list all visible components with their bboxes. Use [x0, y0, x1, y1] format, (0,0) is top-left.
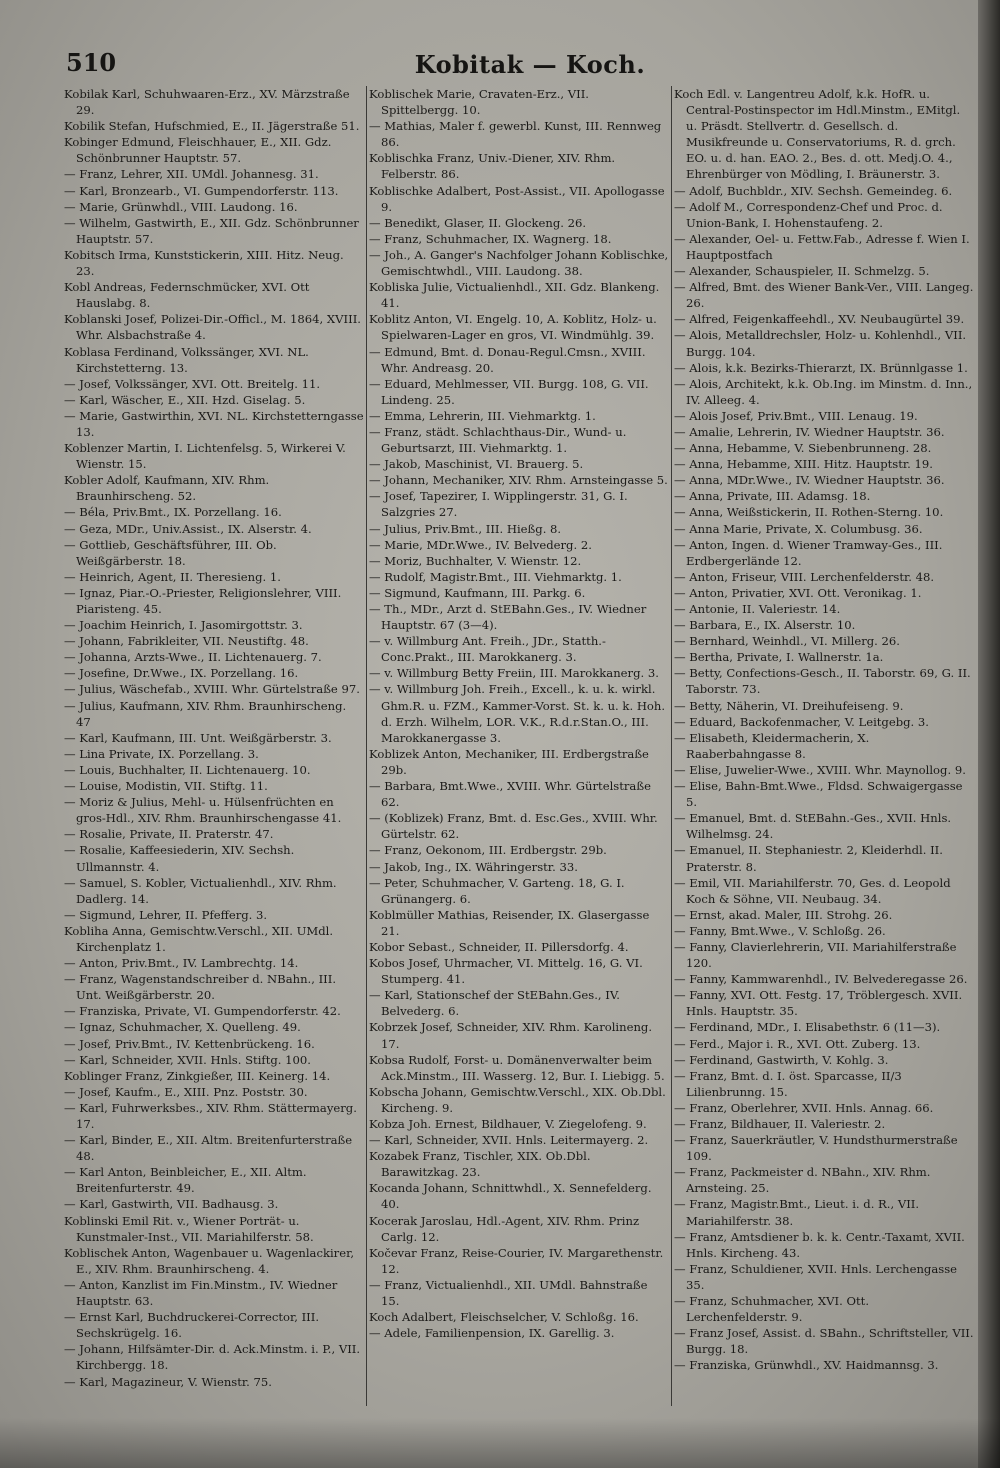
directory-column-3	[674, 86, 974, 1374]
directory-entry: Kobliha Anna, Gemischtw.Verschl., XII. UMdl. Kirchenplatz 1.	[64, 923, 334, 954]
directory-entry: Kobsa Rudolf, Forst- u. Domänenverwalter beim Ack.Minstm., III. Wasserg. 12, Bur. I. Liebigg. 5.	[369, 1052, 665, 1083]
directory-entry: — Th., MDr., Arzt d. StEBahn.Ges., IV. Wiedner Hauptstr. 67 (3—4).	[369, 602, 647, 633]
directory-entry: Kobscha Johann, Gemischtw.Verschl., XIX. Ob.Dbl. Kircheng. 9.	[369, 1084, 666, 1115]
directory-entry: Kobilak Karl, Schuhwaaren-Erz., XV. Märzstraße 29.	[64, 87, 350, 118]
directory-entry: — Bertha, Private, I. Wallnerstr. 1a.	[674, 650, 884, 665]
directory-entry: — Ferd., Major i. R., XVI. Ott. Zuberg. 13.	[674, 1036, 921, 1051]
directory-entry: — Adolf M., Correspondenz-Chef und Proc. d. Union-Bank, I. Hohenstaufeng. 2.	[674, 199, 943, 230]
directory-entry: Koblischek Anton, Wagenbauer u. Wagenlackirer, E., XIV. Rhm. Braunhirscheng. 4.	[64, 1245, 355, 1276]
directory-entry: — Barbara, Bmt.Wwe., XVIII. Whr. Gürtelstraße 62.	[369, 779, 651, 810]
directory-entry: — Julius, Wäschefab., XVIII. Whr. Gürtelstraße 97.	[64, 682, 360, 697]
directory-entry: — Anna, Weißstickerin, II. Rothen-Sterng. 10.	[674, 505, 944, 520]
directory-entry: — Ferdinand, Gastwirth, V. Kohlg. 3.	[674, 1052, 889, 1067]
directory-entry: — Karl Anton, Beinbleicher, E., XII. Altm. Breitenfurterstr. 49.	[64, 1165, 307, 1196]
directory-entry: — Heinrich, Agent, II. Theresieng. 1.	[64, 569, 281, 584]
directory-entry: — Franz, Bildhauer, II. Valeriestr. 2.	[674, 1117, 886, 1131]
directory-entry: Kočevar Franz, Reise-Courier, IV. Margarethenstr. 12.	[369, 1245, 664, 1276]
directory-entry: Koblanski Josef, Polizei-Dir.-Officl., M. 1864, XVIII. Whr. Alsbachstraße 4.	[64, 312, 361, 343]
directory-entry: — Franziska, Private, VI. Gumpendorferstr. 42.	[64, 1004, 341, 1019]
directory-entry: — Edmund, Bmt. d. Donau-Regul.Cmsn., XVIII. Whr. Andreasg. 20.	[369, 344, 646, 375]
directory-entry: Kobl Andreas, Federnschmücker, XVI. Ott Hauslabg. 8.	[64, 280, 310, 311]
directory-entry: Kobor Sebast., Schneider, II. Pillersdorfg. 4.	[369, 939, 629, 954]
directory-entry: — Alois Josef, Priv.Bmt., VIII. Lenaug. 19.	[674, 408, 918, 423]
directory-entry: — Franz, Magistr.Bmt., Lieut. i. d. R., VII. Mariahilferstr. 38.	[674, 1197, 920, 1228]
directory-entry: — Antonie, II. Valeriestr. 14.	[674, 602, 841, 616]
directory-entry: — Karl, Bronzearb., VI. Gumpendorferstr. 113.	[64, 183, 339, 198]
directory-entry: — Elise, Juwelier-Wwe., XVIII. Whr. Maynollog. 9.	[674, 762, 966, 777]
directory-entry: — Anna Marie, Private, X. Columbusg. 36.	[674, 521, 923, 536]
directory-entry: Koblischka Franz, Univ.-Diener, XIV. Rhm. Felberstr. 86.	[369, 151, 616, 182]
directory-entry: — Anton, Friseur, VIII. Lerchenfelderstr. 48.	[674, 569, 935, 584]
directory-entry: — Moriz & Julius, Mehl- u. Hülsenfrüchten en gros-Hdl., XIV. Rhm. Braunhirschengasse 41.	[64, 795, 342, 826]
directory-entry: — (Koblizek) Franz, Bmt. d. Esc.Ges., XVIII. Whr. Gürtelstr. 62.	[369, 811, 658, 842]
directory-entry: — Joachim Heinrich, I. Jasomirgottstr. 3.	[64, 618, 303, 633]
directory-entry: — Ernst, akad. Maler, III. Strohg. 26.	[674, 907, 893, 922]
directory-entry: — Alfred, Feigenkaffeehdl., XV. Neubaugürtel 39.	[674, 312, 965, 327]
directory-entry: — Franz, Victualienhdl., XII. UMdl. Bahnstraße 15.	[369, 1277, 648, 1309]
directory-entry: Koblischek Marie, Cravaten-Erz., VII. Spittelbergg. 10.	[369, 87, 589, 118]
directory-entry: Kobilik Stefan, Hufschmied, E., II. Jägerstraße 51.	[64, 119, 360, 134]
directory-entry: — Franz, Wagenstandschreiber d. NBahn., III. Unt. Weißgärberstr. 20.	[64, 972, 337, 1003]
directory-entry: — Bernhard, Weinhdl., VI. Millerg. 26.	[674, 634, 900, 649]
directory-entry: — Jakob, Ing., IX. Währingerstr. 33.	[369, 859, 578, 874]
directory-entry: — Anna, MDr.Wwe., IV. Wiedner Hauptstr. 36.	[674, 473, 945, 488]
directory-entry: — Alexander, Schauspieler, II. Schmelzg. 5.	[674, 264, 930, 279]
directory-entry: — Anton, Kanzlist im Fin.Minstm., IV. Wiedner Hauptstr. 63.	[64, 1277, 338, 1309]
directory-entry: — Gottlieb, Geschäftsführer, III. Ob. Weißgärberstr. 18.	[64, 537, 277, 568]
directory-entry: Kozabek Franz, Tischler, XIX. Ob.Dbl. Barawitzkag. 23.	[369, 1149, 591, 1180]
directory-entry: — Emil, VII. Mariahilferstr. 70, Ges. d. Leopold Koch & Söhne, VII. Neubaug. 34.	[674, 875, 951, 906]
directory-entry: — Franz, Schuhmacher, IX. Wagnerg. 18.	[369, 231, 612, 246]
directory-entry: — Anna, Hebamme, XIII. Hitz. Hauptstr. 19.	[674, 457, 933, 472]
directory-entry: — Béla, Priv.Bmt., IX. Porzellang. 16.	[64, 505, 282, 520]
directory-entry: — Fanny, XVI. Ott. Festg. 17, Tröblergesch. XVII. Hnls. Hauptstr. 35.	[674, 988, 963, 1019]
directory-entry: — Anna, Private, III. Adamsg. 18.	[674, 489, 871, 504]
directory-entry: — Betty, Näherin, VI. Dreihufeiseng. 9.	[674, 698, 904, 713]
directory-entry: — Rudolf, Magistr.Bmt., III. Viehmarktg. 1.	[369, 569, 622, 584]
directory-entry: — Franz, Bmt. d. I. öst. Sparcasse, II/3 Lilienbrunng. 15.	[674, 1068, 902, 1099]
directory-entry: — Jakob, Maschinist, VI. Brauerg. 5.	[369, 457, 584, 472]
directory-entry: — Anton, Privatier, XVI. Ott. Veronikag. 1.	[674, 585, 922, 600]
directory-entry: — Karl, Binder, E., XII. Altm. Breitenfurterstraße 48.	[64, 1133, 353, 1164]
directory-entry: — Franz, Schuhmacher, XVI. Ott. Lerchenfelderstr. 9.	[674, 1294, 870, 1325]
directory-entry: — Karl, Schneider, XVII. Hnls. Stiftg. 100.	[64, 1052, 311, 1067]
directory-entry: — Franz, Packmeister d. NBahn., XIV. Rhm. Arnsteing. 25.	[674, 1165, 931, 1196]
directory-entry: Kobos Josef, Uhrmacher, VI. Mittelg. 16, G. VI. Stumperg. 41.	[369, 956, 643, 987]
directory-entry: Kobler Adolf, Kaufmann, XIV. Rhm. Braunhirscheng. 52.	[64, 473, 270, 504]
directory-entry: — Ignaz, Schuhmacher, X. Quelleng. 49.	[64, 1020, 301, 1035]
directory-entry: — Karl, Wäscher, E., XII. Hzd. Giselag. 5.	[64, 392, 306, 407]
directory-entry: Koblizek Anton, Mechaniker, III. Erdbergstraße 29b.	[369, 746, 649, 777]
directory-entry: — Alois, k.k. Bezirks-Thierarzt, IX. Brünnlgasse 1.	[674, 360, 968, 375]
directory-entry: — v. Willmburg Joh. Freih., Excell., k. u. k. wirkl. Ghm.R. u. FZM., Kammer-Vorst. St. k. u. k. Hoh. d. Erzh. Wilhelm, LOR. V.K., R.d.r.Stan.O., III. Marokkanergasse 3.	[369, 682, 666, 745]
directory-entry: — Louis, Buchhalter, II. Lichtenauerg. 10.	[64, 762, 311, 777]
directory-entry: Koblitz Anton, VI. Engelg. 10, A. Koblitz, Holz- u. Spielwaren-Lager en gros, VI. Windmühlg. 39.	[369, 312, 657, 343]
directory-entry: — Alfred, Bmt. des Wiener Bank-Ver., VIII. Langeg. 26.	[674, 280, 974, 311]
directory-entry: — Sigmund, Lehrer, II. Pfefferg. 3.	[64, 907, 268, 922]
directory-entry: — Mathias, Maler f. gewerbl. Kunst, III. Rennweg 86.	[369, 119, 662, 150]
directory-column-1	[64, 86, 364, 1390]
directory-entry: — Johann, Fabrikleiter, VII. Neustiftg. 48.	[64, 634, 309, 649]
directory-entry: — Karl, Gastwirth, VII. Badhausg. 3.	[64, 1197, 279, 1212]
directory-entry: Kobza Joh. Ernest, Bildhauer, V. Ziegelofeng. 9.	[369, 1117, 647, 1131]
directory-entry: — Johanna, Arzts-Wwe., II. Lichtenauerg. 7.	[64, 650, 322, 665]
directory-entry: — Alois, Architekt, k.k. Ob.Ing. im Minstm. d. Inn., IV. Alleeg. 4.	[674, 376, 973, 407]
directory-entry: Koblmüller Mathias, Reisender, IX. Glasergasse 21.	[369, 907, 650, 938]
directory-entry: Koblinski Emil Rit. v., Wiener Porträt- u. Kunstmaler-Inst., VII. Mariahilferstr. 58.	[64, 1213, 314, 1244]
directory-entry: — Eduard, Backofenmacher, V. Leitgebg. 3.	[674, 714, 929, 729]
directory-entry: — Ignaz, Piar.-O.-Priester, Religionslehrer, VIII. Piaristeng. 45.	[64, 585, 342, 616]
directory-entry: — Lina Private, IX. Porzellang. 3.	[64, 746, 259, 761]
directory-entry: — Karl, Magazineur, V. Wienstr. 75.	[64, 1374, 272, 1389]
directory-entry: — Samuel, S. Kobler, Victualienhdl., XIV. Rhm. Dadlerg. 14.	[64, 875, 337, 906]
directory-entry: — Josef, Volkssänger, XVI. Ott. Breitelg. 11.	[64, 376, 321, 391]
directory-entry: — Josef, Kaufm., E., XIII. Pnz. Poststr. 30.	[64, 1084, 308, 1099]
directory-entry: — Franz, Lehrer, XII. UMdl. Johannesg. 31.	[64, 167, 319, 182]
directory-entry: — Amalie, Lehrerin, IV. Wiedner Hauptstr. 36.	[674, 424, 945, 439]
directory-entry: — Alois, Metalldrechsler, Holz- u. Kohlenhdl., VII. Burgg. 104.	[674, 328, 967, 359]
directory-entry: — Benedikt, Glaser, II. Glockeng. 26.	[369, 215, 587, 230]
directory-entry: — Franz, städt. Schlachthaus-Dir., Wund- u. Geburtsarzt, III. Viehmarktg. 1.	[369, 424, 627, 456]
directory-entry: — Ernst Karl, Buchdruckerei-Corrector, III. Sechskrügelg. 16.	[64, 1310, 320, 1341]
directory-entry: — Marie, MDr.Wwe., IV. Belvederg. 2.	[369, 537, 592, 552]
directory-entry: — Marie, Grünwhdl., VIII. Laudong. 16.	[64, 199, 298, 214]
directory-entry: — Emma, Lehrerin, III. Viehmarktg. 1.	[369, 408, 596, 423]
directory-entry: Kobrzek Josef, Schneider, XIV. Rhm. Karolineng. 17.	[369, 1020, 653, 1051]
directory-entry: — Josef, Priv.Bmt., IV. Kettenbrückeng. 16.	[64, 1036, 315, 1051]
directory-entry: — Elisabeth, Kleidermacherin, X. Raaberbahngasse 8.	[674, 730, 870, 761]
directory-entry: — Fanny, Clavierlehrerin, VII. Mariahilferstraße 120.	[674, 939, 957, 971]
directory-entry: — Anton, Ingen. d. Wiener Tramway-Ges., III. Erdbergerlände 12.	[674, 537, 943, 568]
directory-entry: — Moriz, Buchhalter, V. Wienstr. 12.	[369, 553, 582, 568]
directory-entry: — Karl, Schneider, XVII. Hnls. Leitermayerg. 2.	[369, 1133, 649, 1148]
directory-entry: — Josefine, Dr.Wwe., IX. Porzellang. 16.	[64, 666, 299, 681]
directory-entry: — Sigmund, Kaufmann, III. Parkg. 6.	[369, 585, 586, 600]
running-head: Kobitak — Koch.	[414, 50, 646, 79]
directory-entry: — Fanny, Bmt.Wwe., V. Schloßg. 26.	[674, 923, 886, 938]
directory-entry: — Emanuel, Bmt. d. StEBahn.-Ges., XVII. Hnls. Wilhelmsg. 24.	[674, 811, 952, 842]
directory-entry: — Rosalie, Private, II. Praterstr. 47.	[64, 827, 274, 842]
column-divider	[671, 86, 672, 1406]
directory-entry: — Adele, Familienpension, IX. Garellig. 3.	[369, 1326, 615, 1341]
directory-entry: — v. Willmburg Betty Freiin, III. Marokkanerg. 3.	[369, 666, 659, 681]
directory-entry: — Franz, Schuldiener, XVII. Hnls. Lerchengasse 35.	[674, 1261, 958, 1292]
directory-entry: — Johann, Hilfsämter-Dir. d. Ack.Minstm. i. P., VII. Kirchbergg. 18.	[64, 1342, 361, 1373]
directory-entry: — Julius, Kaufmann, XIV. Rhm. Braunhirscheng. 47	[64, 698, 347, 729]
directory-entry: Kobinger Edmund, Fleischhauer, E., XII. Gdz. Schönbrunner Hauptstr. 57.	[64, 135, 332, 166]
directory-entry: — Franz, Sauerkräutler, V. Hundsthurmerstraße 109.	[674, 1133, 958, 1164]
directory-entry: — Barbara, E., IX. Alserstr. 10.	[674, 618, 856, 633]
directory-entry: Kobliska Julie, Victualienhdl., XII. Gdz. Blankeng. 41.	[369, 280, 660, 311]
directory-column-2	[369, 86, 669, 1341]
page-number: 510	[66, 48, 117, 77]
directory-entry: Kocerak Jaroslau, Hdl.-Agent, XIV. Rhm. Prinz Carlg. 12.	[369, 1213, 640, 1244]
directory-entry: — Karl, Kaufmann, III. Unt. Weißgärberstr. 3.	[64, 730, 332, 745]
directory-entry: — Franz, Amtsdiener b. k. k. Centr.-Taxamt, XVII. Hnls. Kircheng. 43.	[674, 1229, 965, 1260]
directory-entry: — Anton, Priv.Bmt., IV. Lambrechtg. 14.	[64, 956, 299, 971]
directory-entry: Kobitsch Irma, Kunststickerin, XIII. Hitz. Neug. 23.	[64, 247, 344, 279]
directory-entry: — Franz Josef, Assist. d. SBahn., Schriftsteller, VII. Burgg. 18.	[674, 1326, 974, 1357]
directory-entry: Koblischke Adalbert, Post-Assist., VII. Apollogasse 9.	[369, 183, 665, 214]
directory-entry: — Emanuel, II. Stephaniestr. 2, Kleiderhdl. II. Praterstr. 8.	[674, 843, 943, 874]
directory-entry: Koch Adalbert, Fleischselcher, V. Schloßg. 16.	[369, 1310, 639, 1325]
directory-entry: Kocanda Johann, Schnittwhdl., X. Sennefelderg. 40.	[369, 1181, 652, 1212]
directory-entry: — Franz, Oberlehrer, XVII. Hnls. Annag. 66.	[674, 1100, 934, 1115]
directory-entry: — Josef, Tapezirer, I. Wipplingerstr. 31, G. I. Salzgries 27.	[369, 489, 628, 520]
directory-entry: — Franziska, Grünwhdl., XV. Haidmannsg. 3.	[674, 1358, 939, 1373]
directory-entry: — Louise, Modistin, VII. Stiftg. 11.	[64, 779, 268, 794]
directory-entry: — Alexander, Oel- u. Fettw.Fab., Adresse f. Wien I. Hauptpostfach	[674, 231, 970, 262]
directory-entry: — Adolf, Buchbldr., XIV. Sechsh. Gemeindeg. 6.	[674, 183, 953, 198]
directory-entry: — Franz, Oekonom, III. Erdbergstr. 29b.	[369, 843, 607, 858]
directory-entry: — Eduard, Mehlmesser, VII. Burgg. 108, G. VII. Lindeng. 25.	[369, 376, 649, 407]
page-edge-shadow	[978, 0, 1000, 1468]
directory-entry: — Karl, Fuhrwerksbes., XIV. Rhm. Stättermayerg. 17.	[64, 1100, 357, 1131]
directory-entry: — Johann, Mechaniker, XIV. Rhm. Arnsteingasse 5.	[369, 473, 668, 488]
directory-entry: Koch Edl. v. Langentreu Adolf, k.k. HofR. u. Central-Postinspector im Hdl.Minstm., EMitgl. u. Präsdt. Stellvertr. d. Gesellsch. d. Musikfreunde u. Conservatoriums, R. d. grch. EO. u. d. han. EAO. 2., Bes. d. ott. Medj.O. 4., Ehrenbürger von Mödling, I. Bräunerstr. 3.	[674, 87, 961, 182]
directory-entry: — Betty, Confections-Gesch., II. Taborstr. 69, G. II. Taborstr. 73.	[674, 666, 971, 697]
column-divider	[366, 86, 367, 1406]
directory-entry: — Geza, MDr., Univ.Assist., IX. Alserstr. 4.	[64, 521, 312, 536]
directory-entry: Koblenzer Martin, I. Lichtenfelsg. 5, Wirkerei V. Wienstr. 15.	[64, 441, 346, 472]
directory-entry: — Peter, Schuhmacher, V. Garteng. 18, G. I. Grünangerg. 6.	[369, 875, 625, 906]
directory-entry: — Fanny, Kammwarenhdl., IV. Belvederegasse 26.	[674, 972, 968, 987]
directory-entry: — Julius, Priv.Bmt., III. Hießg. 8.	[369, 521, 562, 536]
scan-shadow	[0, 1418, 1000, 1468]
directory-entry: — Rosalie, Kaffeesiederin, XIV. Sechsh. Ullmannstr. 4.	[64, 843, 295, 874]
directory-entry: — Ferdinand, MDr., I. Elisabethstr. 6 (11—3).	[674, 1020, 941, 1035]
directory-entry: — v. Willmburg Ant. Freih., JDr., Statth.-Conc.Prakt., III. Marokkanerg. 3.	[369, 634, 606, 665]
directory-entry: Koblasa Ferdinand, Volkssänger, XVI. NL. Kirchstetterng. 13.	[64, 344, 309, 375]
directory-entry: — Karl, Stationschef der StEBahn.Ges., IV. Belvederg. 6.	[369, 988, 620, 1019]
directory-entry: — Wilhelm, Gastwirth, E., XII. Gdz. Schönbrunner Hauptstr. 57.	[64, 215, 359, 246]
directory-entry: — Marie, Gastwirthin, XVI. NL. Kirchstetterngasse 13.	[64, 408, 364, 439]
directory-entry: — Anna, Hebamme, V. Siebenbrunneng. 28.	[674, 441, 932, 456]
directory-entry: — Joh., A. Ganger's Nachfolger Johann Koblischke, Gemischtwhdl., VIII. Laudong. 38.	[369, 247, 669, 279]
directory-entry: Koblinger Franz, Zinkgießer, III. Keinerg. 14.	[64, 1068, 331, 1083]
directory-entry: — Elise, Bahn-Bmt.Wwe., Fldsd. Schwaigergasse 5.	[674, 779, 963, 810]
